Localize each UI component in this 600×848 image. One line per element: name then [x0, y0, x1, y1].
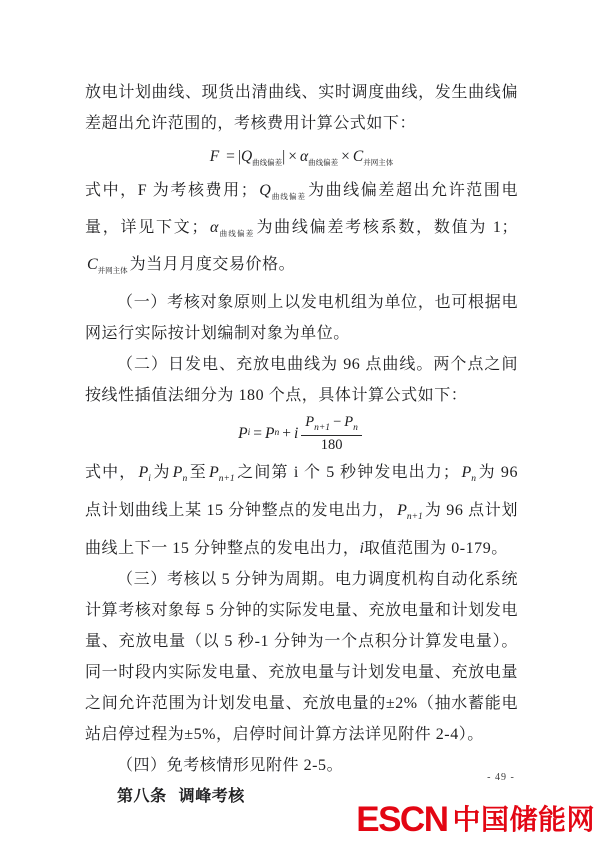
- math-var-F: F: [209, 148, 220, 165]
- math-var-base: Q: [259, 182, 271, 199]
- math-var-Pn: [172, 463, 188, 484]
- math-sub-i: i: [247, 428, 251, 439]
- math-var-base: P: [138, 463, 149, 481]
- math-var-C: C: [352, 148, 364, 165]
- text-segment: 取值范围为 0-179。: [363, 539, 508, 557]
- text-segment: 式中，F 为考核费用；: [85, 182, 258, 199]
- fraction-denominator: 180: [320, 436, 343, 453]
- math-var-base: P: [461, 463, 472, 481]
- math-var-Q: Q: [240, 148, 253, 165]
- math-sub-n: n: [274, 428, 280, 439]
- math-var-base: P: [397, 501, 407, 519]
- math-var-P: P: [305, 414, 315, 431]
- paragraph-item-2: （二）日发电、充放电曲线为 96 点曲线。两个点之间按线性插值法细分为 180 个点，具体计算公式如下：: [85, 355, 518, 404]
- text-segment: 为曲线偏差考核系数，数值为 1；: [256, 219, 518, 237]
- math-var-base: P: [208, 463, 219, 481]
- page-number: - 49 -: [487, 772, 515, 783]
- equals-sign: =: [253, 425, 262, 443]
- formula-interpolation: [85, 411, 518, 457]
- math-var-P: P: [344, 414, 354, 431]
- abs-bar-open: |: [237, 148, 241, 165]
- math-sub-n: n: [182, 473, 188, 484]
- paragraph-formula1-explanation: [85, 175, 518, 287]
- article-number: 第八条: [117, 787, 167, 805]
- times-sign: ×: [288, 148, 298, 165]
- paragraph-item-4: （四）免考核情形见附件 2-5。: [117, 756, 344, 774]
- math-sub-n1: n+1: [314, 423, 331, 433]
- fraction-numerator: [301, 413, 362, 436]
- math-sub-grid-entity: 并网主体: [363, 158, 394, 168]
- math-var-Pn: [461, 463, 477, 484]
- text-segment: 为 96 点计划曲线上某 15 分钟整点的发电出力，: [85, 463, 519, 519]
- math-sub-n: n: [471, 473, 477, 484]
- paragraph-intro: 放电计划曲线、现货出清曲线、实时调度曲线，发生曲线偏差超出允许范围的，考核费用计算公式如下：: [85, 84, 518, 132]
- text-segment: 为 96 点计划曲线上下一 15 分钟整点的发电出力，: [85, 501, 518, 557]
- math-var-i: i: [293, 425, 299, 443]
- text-segment: 式中，: [85, 463, 137, 481]
- math-var-P: P: [238, 425, 248, 443]
- math-var-Q: [259, 182, 307, 202]
- math-var-P: P: [265, 425, 275, 443]
- math-var-C: [87, 256, 128, 276]
- math-var-Pi: [138, 463, 151, 484]
- math-var-alpha: α: [300, 148, 309, 165]
- math-sub-n1: n+1: [218, 473, 235, 484]
- times-sign: ×: [341, 148, 350, 165]
- abs-bar-close: |: [282, 148, 286, 165]
- math-sub-grid-entity: 并网主体: [97, 266, 128, 276]
- math-sub-curve-deviation: 曲线偏差: [218, 229, 255, 239]
- text-segment: 为: [152, 463, 171, 481]
- math-var-Pn1: [208, 463, 235, 484]
- math-var-i: i: [359, 539, 364, 557]
- escn-logo-chinese: 中国储能网: [452, 804, 595, 835]
- article-title: 调峰考核: [178, 787, 245, 805]
- math-sub-curve-deviation: 曲线偏差: [252, 158, 283, 168]
- fraction: [301, 413, 362, 454]
- escn-logo: [356, 800, 595, 840]
- document-content: [85, 77, 518, 812]
- text-segment: 之间第 i 个 5 秒钟发电出力；: [236, 463, 460, 481]
- minus-sign: −: [333, 414, 342, 431]
- math-sub-n1: n+1: [406, 511, 423, 522]
- escn-logo-latin: ESCN: [356, 800, 448, 839]
- math-var-base: C: [87, 256, 98, 274]
- paragraph-formula2-explanation: [85, 457, 518, 564]
- math-sub-n: n: [353, 423, 358, 433]
- text-segment: 为曲线偏差超出允许范围电量，详见下文；: [85, 182, 519, 237]
- math-sub-curve-deviation: 曲线偏差: [270, 192, 307, 202]
- text-segment: 至: [189, 463, 207, 481]
- math-var-base: α: [210, 219, 219, 237]
- text-segment: 为当月月度交易价格。: [129, 256, 296, 274]
- math-sub-i: i: [148, 473, 151, 484]
- math-var-alpha: [210, 219, 255, 239]
- paragraph-item-3: （三）考核以 5 分钟为周期。电力调度机构自动化系统计算考核对象每 5 分钟的实际发电量、充放电量和计划发电量、充放电量（以 5 秒-1 分钟为一个点积分计算发电量）。同一时段内实际发电量、充放电量与计划发电量、充放电量之间允许范围为计划发电量、充放电量的±2%（抽水蓄能电站启停过程为±5%，启停时间计算方法详见附件 2-4）。: [85, 570, 518, 743]
- math-var-Pn1: [397, 501, 423, 522]
- math-sub-curve-deviation: 曲线偏差: [308, 158, 339, 168]
- paragraph-item-1: （一）考核对象原则上以发电机组为单位，也可根据电网运行实际按计划编制对象为单位。: [85, 293, 518, 342]
- plus-sign: +: [282, 425, 291, 443]
- math-var-base: P: [172, 463, 183, 481]
- formula-curve-deviation-fee: [85, 139, 518, 175]
- equals-sign: =: [226, 148, 235, 165]
